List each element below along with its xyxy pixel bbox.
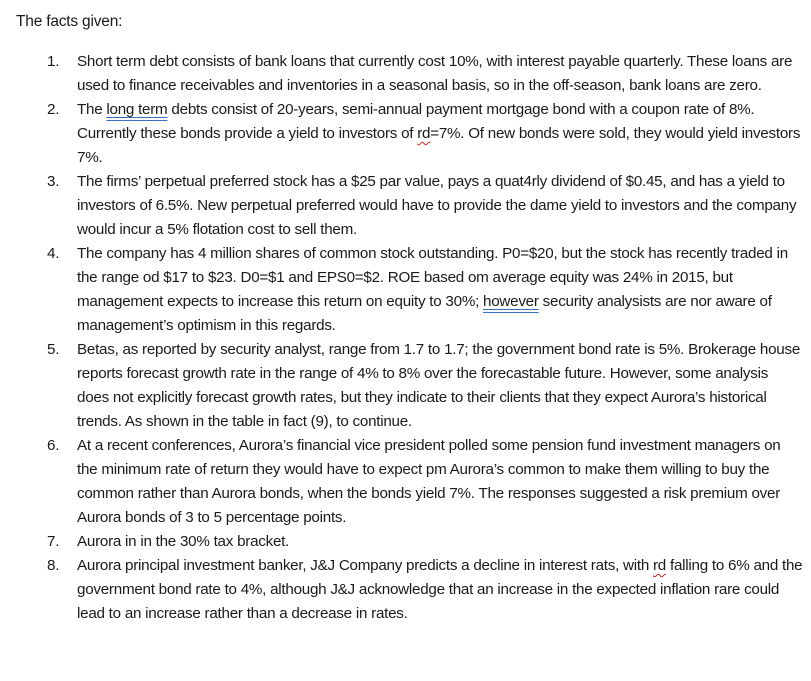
item-text: Short term debt consists of bank loans that currently cost 10%, with interest payable quarterly. These loans are used to finance receivables and inventories in a seasonal basis, so in the off-season, bank loans are zero. — [77, 53, 793, 94]
fact-item-4 — [0, 242, 811, 338]
fact-item-8 — [0, 554, 811, 626]
item-text: Aurora principal investment banker, J&J Company predicts a decline in interest rats, with — [77, 557, 653, 574]
facts-list — [0, 50, 811, 626]
fact-item-6 — [0, 434, 811, 530]
fact-item-5 — [0, 338, 811, 434]
item-number: 5. — [47, 341, 60, 358]
item-text: Aurora in in the 30% tax bracket. — [77, 533, 290, 550]
item-text: Betas, as reported by security analyst, range from 1.7 to 1.7; the government bond rate is 5%. Brokerage house reports forecast growth rate in the range of 4% to 8% over the forecastable future. However, some analysis does not explicitly forecast growth rates, but they indicate to their clients that they expect Aurora’s historical trends. As shown in the table in fact (9), to continue. — [77, 341, 801, 430]
item-number: 1. — [47, 53, 60, 70]
item-number: 8. — [47, 557, 60, 574]
item-text: security analysists are nor aware of management’s optimism in this regards. — [77, 293, 772, 334]
fact-item-3 — [0, 170, 811, 242]
item-number: 2. — [47, 101, 60, 118]
spelling-flag-rd[interactable]: rd — [653, 557, 667, 574]
item-text: The company has 4 million shares of common stock outstanding. P0=$20, but the stock has recently traded in the range od $17 to $23. D0=$1 and EPS0=$2. ROE based om average equity was 24% in 2015, but management expects to increase this return on equity to 30%; — [77, 245, 788, 310]
spelling-flag-rd[interactable]: rd — [417, 125, 431, 142]
item-number: 4. — [47, 245, 60, 262]
grammar-flag-however[interactable]: however — [483, 293, 539, 310]
facts-heading: The facts given: — [16, 13, 123, 30]
item-number: 6. — [47, 437, 60, 454]
item-text: The — [77, 101, 107, 118]
item-text: debts consist of 20-years, semi-annual payment mortgage bond with a coupon rate of 8%. Currently these bonds provide a yield to investors of — [77, 101, 755, 142]
fact-item-7 — [0, 530, 811, 554]
item-text: falling to 6% and the government bond rate to 4%, although J&J acknowledge that an increase in the expected inflation rare could lead to an increase rather than a decrease in rates. — [77, 557, 803, 622]
item-text: The firms’ perpetual preferred stock has a $25 par value, pays a quat4rly dividend of $0.45, and has a yield to investors of 6.5%. New perpetual preferred would have to provide the dame yield to investors and the company would incur a 5% flotation cost to sell them. — [77, 173, 797, 238]
grammar-flag-long-term[interactable]: long term — [106, 101, 168, 118]
item-number: 3. — [47, 173, 60, 190]
fact-item-1 — [0, 50, 811, 98]
fact-item-2 — [0, 98, 811, 170]
item-number: 7. — [47, 533, 60, 550]
item-text: At a recent conferences, Aurora’s financial vice president polled some pension fund investment managers on the minimum rate of return they would have to expect pm Aurora’s common to make them willing to buy the common rather than Aurora bonds, when the bonds yield 7%. The responses suggested a risk premium over Aurora bonds of 3 to 5 percentage points. — [77, 437, 781, 526]
item-text: =7%. Of new bonds were sold, they would yield investors 7%. — [77, 125, 801, 166]
